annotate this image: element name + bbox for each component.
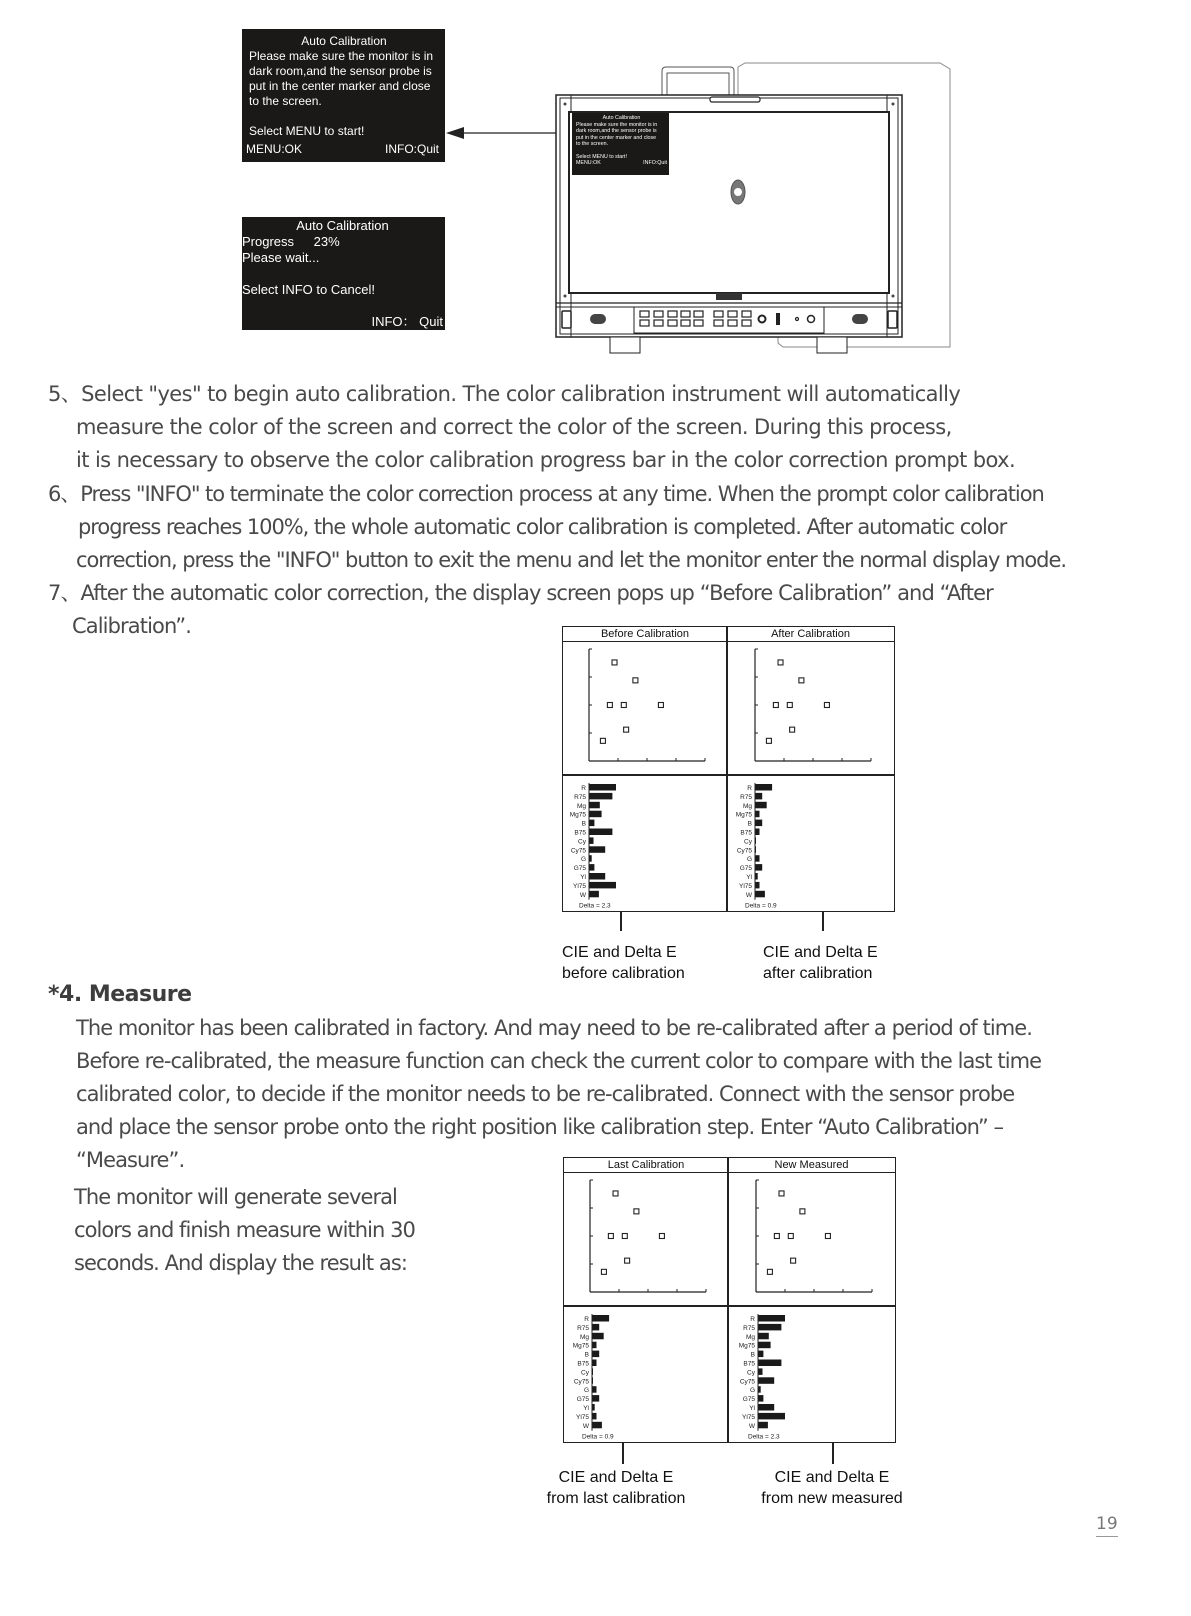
bar	[758, 1342, 771, 1349]
cie-point	[787, 703, 792, 708]
bar	[589, 802, 600, 809]
bar-label: Yl	[746, 874, 752, 881]
monitor-osd-mini	[572, 113, 669, 175]
bar	[758, 1324, 781, 1331]
bar-label: W	[748, 1422, 755, 1430]
panel-title-right: After Calibration	[727, 627, 894, 642]
cie-point	[658, 703, 663, 708]
bar-label: G	[746, 856, 752, 864]
step-5-line: it is necessary to observe the color calibration progress bar in the color correction prompt box.	[76, 448, 1016, 472]
progress-label: Progress	[242, 234, 295, 249]
bar	[589, 846, 605, 853]
bar	[755, 882, 760, 889]
bar-label: W	[579, 891, 586, 899]
bar	[758, 1404, 774, 1411]
bar	[592, 1324, 599, 1331]
panel-title-left: Before Calibration	[563, 627, 727, 642]
cie-point	[790, 727, 795, 732]
bar-label: W	[745, 891, 752, 899]
bar	[592, 1351, 599, 1358]
cie-point	[600, 738, 605, 743]
bar	[592, 1395, 599, 1402]
bar	[592, 1315, 609, 1322]
bar	[592, 1342, 597, 1349]
bar-label: Mg75	[572, 1342, 589, 1350]
cie-point	[624, 727, 629, 732]
osd-line: put in the center marker and close	[249, 79, 431, 93]
bar	[592, 1422, 602, 1429]
cie-point	[825, 1234, 830, 1239]
step-7-line: Calibration”.	[72, 614, 191, 638]
monitor-illustration	[440, 55, 960, 365]
bar-label: Yl75	[741, 1413, 755, 1421]
bar	[758, 1413, 785, 1420]
speaker-grille-left	[590, 314, 606, 324]
caption-after	[763, 942, 878, 984]
osd-progress-dialog	[242, 217, 445, 330]
bar-label: R	[581, 785, 586, 792]
step-6-line: progress reaches 100%, the whole automatic color calibration is completed. After automatic color	[78, 515, 1007, 539]
bar	[755, 784, 772, 791]
cie-chart	[749, 645, 879, 769]
step-5	[48, 378, 1015, 477]
cie-point	[773, 703, 778, 708]
cancel-prompt: Select INFO to Cancel!	[242, 282, 375, 297]
bar-label: Cy	[578, 838, 586, 846]
osd-line: Please make sure the monitor is in	[576, 121, 658, 128]
osd-title: Auto Calibration	[296, 218, 389, 233]
measure-line: The monitor has been calibrated in factory. And may need to be re-calibrated after a period of time.	[76, 1016, 1032, 1040]
caption-new	[752, 1467, 912, 1509]
cie-point	[824, 703, 829, 708]
bar	[755, 811, 760, 818]
bar	[755, 864, 762, 871]
bar	[592, 1333, 604, 1340]
step-7-line: 7、After the automatic color correction, the display screen pops up “Before Calibration” and “After	[48, 581, 993, 605]
bar-label: R	[750, 1316, 755, 1323]
caption-line: CIE and Delta E	[562, 944, 677, 961]
bar-label: Cy	[747, 1369, 755, 1377]
caption-line: CIE and Delta E	[763, 944, 878, 961]
bar	[758, 1395, 763, 1402]
bar	[755, 829, 760, 836]
cie-point	[612, 660, 617, 665]
bar-label: Yl75	[572, 882, 586, 890]
bar-label: R75	[740, 793, 752, 801]
caption-line: CIE and Delta E	[774, 1469, 890, 1486]
bar	[589, 793, 612, 800]
bar	[758, 1377, 774, 1384]
bar-label: G75	[576, 1396, 589, 1404]
bar-label: B	[581, 820, 586, 828]
bar	[589, 882, 616, 889]
measure-line: colors and finish measure within 30	[74, 1218, 415, 1242]
bar-label: Cy	[581, 1369, 589, 1377]
bar	[589, 829, 612, 836]
osd-prompt: Select MENU to start!	[576, 153, 627, 160]
bar	[589, 820, 594, 827]
cie-point	[800, 1209, 805, 1214]
measure-para-1	[76, 1012, 1041, 1177]
bar-label: B	[747, 820, 752, 828]
bar-label: Cy75	[736, 847, 752, 855]
step-6	[48, 478, 1066, 577]
osd-line: dark room,and the sensor probe is	[249, 64, 432, 78]
cie-point	[779, 1191, 784, 1196]
bar	[592, 1413, 597, 1420]
cie-point	[799, 678, 804, 683]
delta-e-bar-chart	[565, 780, 725, 908]
bar	[592, 1386, 597, 1393]
cie-point	[767, 1269, 772, 1274]
osd-line: dark room,and the sensor probe is	[576, 128, 657, 134]
cie-point	[633, 678, 638, 683]
cie-chart	[584, 1176, 714, 1300]
bar	[592, 1360, 597, 1367]
speaker-grille-right	[852, 314, 868, 324]
cie-point	[659, 1234, 664, 1239]
bar	[758, 1351, 763, 1358]
cie-point	[622, 1234, 627, 1239]
measure-para-2	[74, 1181, 415, 1280]
info-quit-key: INFO:Quit	[384, 142, 439, 156]
bar-label: Yl	[583, 1405, 589, 1412]
bar-label: B75	[577, 1360, 589, 1368]
wait-text: Please wait...	[242, 250, 320, 265]
bar	[755, 820, 762, 827]
panel-title-left: Last Calibration	[564, 1158, 728, 1173]
bar-label: W	[582, 1422, 589, 1430]
caption-line: from last calibration	[546, 1490, 686, 1507]
bar-label: Mg	[576, 802, 586, 810]
bar-label: Yl	[580, 874, 586, 881]
brand-logo	[716, 293, 742, 300]
osd-title: Auto Calibration	[301, 34, 387, 48]
bar-label: B75	[743, 1360, 755, 1368]
caption-line: from new measured	[761, 1490, 903, 1507]
cie-point	[625, 1258, 630, 1263]
info-quit-key: INFO:Quit	[643, 160, 667, 166]
caption-line: before calibration	[562, 965, 685, 982]
bar-label: G75	[739, 865, 752, 873]
bar-label: B75	[740, 829, 752, 837]
bar	[758, 1360, 781, 1367]
delta-footer: Delta = 2.3	[579, 902, 611, 908]
delta-footer: Delta = 2.3	[748, 1433, 780, 1439]
caption-last	[541, 1467, 691, 1509]
page-number: 19	[1096, 1514, 1118, 1537]
measure-line: calibrated color, to decide if the monitor needs to be re-calibrated. Connect with the sensor probe	[76, 1082, 1015, 1106]
measure-line: Before re-calibrated, the measure function can check the current color to compare with the last time	[76, 1049, 1042, 1073]
bar-label: Yl75	[575, 1413, 589, 1421]
bar-label: Mg	[742, 802, 752, 810]
cie-chart	[750, 1176, 880, 1300]
osd-title: Auto Calibration	[602, 115, 641, 121]
section-heading-measure: *4. Measure	[48, 982, 192, 1007]
cie-chart	[583, 645, 713, 769]
cie-point	[613, 1191, 618, 1196]
cie-point	[608, 1234, 613, 1239]
delta-footer: Delta = 0.9	[582, 1433, 614, 1439]
bar-label: G	[749, 1387, 755, 1395]
measure-comparison-panel	[563, 1157, 896, 1443]
bar-label: Mg75	[735, 811, 752, 819]
menu-ok-key: MENU:OK	[246, 142, 303, 156]
bar-label: Yl	[749, 1405, 755, 1412]
bar	[589, 873, 605, 880]
progress-value: 23%	[313, 234, 340, 249]
step-5-line: 5、Select "yes" to begin auto calibration. The color calibration instrument will automatically	[48, 382, 961, 406]
bar	[755, 793, 762, 800]
cie-point	[788, 1234, 793, 1239]
menu-ok-key: MENU:OK	[576, 160, 601, 166]
bar	[589, 811, 602, 818]
bar	[589, 837, 594, 844]
bar-label: B	[584, 1351, 589, 1359]
bar-label: Cy75	[570, 847, 586, 855]
bar-label: G	[583, 1387, 589, 1395]
cie-point	[791, 1258, 796, 1263]
osd-line: Please make sure the monitor is in	[249, 49, 434, 63]
cie-point	[601, 1269, 606, 1274]
bar	[755, 855, 760, 862]
bar-label: B75	[574, 829, 586, 837]
bar-label: R75	[743, 1324, 755, 1332]
measure-line: The monitor will generate several	[74, 1185, 397, 1209]
bar-label: R75	[577, 1324, 589, 1332]
bar	[758, 1315, 785, 1322]
bar	[758, 1422, 768, 1429]
delta-e-bar-chart	[731, 780, 891, 908]
bar	[758, 1333, 769, 1340]
osd-line: put in the center marker and close	[576, 134, 657, 141]
delta-e-bar-chart	[568, 1311, 728, 1439]
bar	[755, 891, 765, 898]
caption-line: CIE and Delta E	[558, 1469, 674, 1486]
osd-line: to the screen.	[249, 94, 322, 108]
measure-line: “Measure”.	[76, 1148, 185, 1172]
osd-prompt: Select MENU to start!	[249, 124, 365, 138]
caption-before	[562, 942, 685, 984]
step-6-line: 6、Press "INFO" to terminate the color correction process at any time. When the prompt color calibration	[48, 482, 1044, 506]
cie-point	[774, 1234, 779, 1239]
measure-line: seconds. And display the result as:	[74, 1251, 407, 1275]
bar-label: Mg	[745, 1333, 755, 1341]
cie-point	[634, 1209, 639, 1214]
bar-label: Mg	[579, 1333, 589, 1341]
panel-title-right: New Measured	[728, 1158, 895, 1173]
bar-label: G75	[573, 865, 586, 873]
delta-footer: Delta = 0.9	[745, 902, 777, 908]
bar	[589, 864, 594, 871]
osd-start-dialog	[242, 29, 445, 162]
bar	[755, 802, 767, 809]
bar-label: Mg75	[738, 1342, 755, 1350]
bar-label: R	[584, 1316, 589, 1323]
bar-label: R	[747, 785, 752, 792]
bar-label: R75	[574, 793, 586, 801]
bar-label: Mg75	[569, 811, 586, 819]
calibration-comparison-panel	[562, 626, 895, 912]
cie-point	[607, 703, 612, 708]
bar-label: Cy75	[573, 1378, 589, 1386]
bar-label: G75	[742, 1396, 755, 1404]
bar	[589, 784, 616, 791]
bar-label: Cy75	[739, 1378, 755, 1386]
cie-point	[621, 703, 626, 708]
bar	[758, 1368, 763, 1375]
bar-label: G	[580, 856, 586, 864]
cie-point	[766, 738, 771, 743]
osd-line: to the screen.	[576, 141, 609, 147]
cie-point	[778, 660, 783, 665]
delta-e-bar-chart	[734, 1311, 894, 1439]
bar-label: B	[750, 1351, 755, 1359]
bar-label: Cy	[744, 838, 752, 846]
caption-line: after calibration	[763, 965, 873, 982]
usb-port	[776, 313, 780, 325]
info-quit-key: INFO： Quit	[371, 314, 443, 329]
measure-line: and place the sensor probe onto the right position like calibration step. Enter “Auto Calibration” –	[76, 1115, 1004, 1139]
bar	[589, 891, 599, 898]
bar-label: Yl75	[738, 882, 752, 890]
step-5-line: measure the color of the screen and correct the color of the screen. During this process,	[76, 415, 952, 439]
arrow-head-icon	[446, 127, 464, 139]
step-6-line: correction, press the "INFO" button to exit the menu and let the monitor enter the normal display mode.	[76, 548, 1066, 572]
